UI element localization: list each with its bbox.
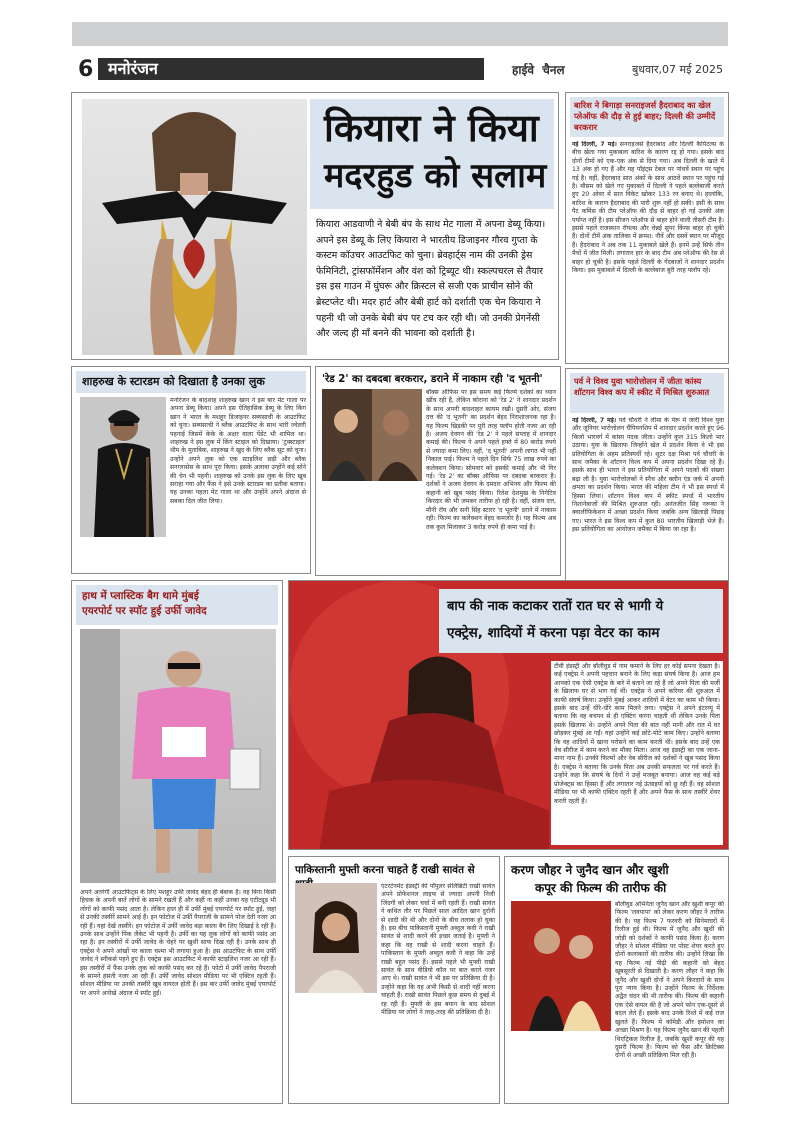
brand [512,61,565,78]
sports-headline-box [570,373,724,413]
karan-article [504,856,729,1104]
top-bar [72,22,728,46]
actress-headline-line1: बाप की नाक कटाकर रातों रात घर से भागी ये [447,599,664,614]
raid-article [315,366,561,576]
srk-article [71,366,311,574]
masthead [72,58,728,80]
karan-body: बॉलीवुड अभिनेता जुनैद खान और खुशी कपूर की फिल्म 'लवयापा' को लेकर करण जौहर ने तारीफ की है। यह फिल्म 7 फरवरी को सिनेमाघरों में रिलीज हुई थी। फिल्म में जुनैद और खुशी की जोड़ी को दर्शकों ने काफी पसंद किया है। करण जौहर ने सोशल मीडिया पर पोस्ट शेयर करते हुए दोनों कलाकारों की तारीफ की। उन्होंने लिखा कि यह फिल्म नई पीढ़ी की कहानी को बेहद खूबसूरती से दिखाती है। करण जौहर ने कहा कि जुनैद और खुशी दोनों ने अपने किरदारों के साथ पूरा न्याय किया है। उन्होंने फिल्म के निर्देशक अद्वैत चंदन की भी तारीफ की। फिल्म की कहानी एक ऐसे कपल की है जो अपने फोन एक-दूसरे से बदल लेते हैं। इसके बाद उनके रिश्ते में कई राज खुलते हैं। फिल्म में कॉमेडी और इमोशन का अच्छा मिश्रण है। यह फिल्म जुनैद खान की पहली थिएट्रिकल रिलीज है, जबकि खुशी कपूर की यह दूसरी फिल्म है। फिल्म को फैंस और क्रिटिक्स दोनों से अच्छी प्रतिक्रिया मिल रही है। [615,901,724,1060]
brand-name: हाईवे [512,63,535,77]
rain-body-text: सनराइजर्स हैदराबाद और दिल्ली कैपिटल्स के बीच खेला गया मुकाबला बारिश के कारण रद्द हो गया। इसके बाद दोनों टीमों को एक-एक अंक से दिया गया। अब दिल्ली के खाते में 13 अंक हो गए हैं और यह पॉइंट्स टेबल पर पांचवें स्थान पर पहुंच गई है। वहीं, हैदराबाद सात अंकों के साथ आठवें स्थान पर पहुंच गई है। मौसम को खेले गए मुकाबले में दिल्ली ने पहले बल्लेबाजी करते हुए 20 ओवर में सात विकेट खोकर 133 रन बनाए थे। हालांकि, बारिश के कारण हैदराबाद की पारी शुरू नहीं हो सकी। इसी के साथ पैट कमिंस की टीम प्लेऑफ की दौड़ से बाहर हो गई उनकी अंक पर्याप्त नहीं है। इस सीजन प्लेऑफ से बाहर होने वाली तीसरी टीम है। इससे पहले राजस्थान रॉयल्स और चेन्नई सुपर किंग्स बाहर हो चुकी हैं। दोनों टीमें अंक तालिका में क्रमश: नौवें और दसवें स्थान पर मौजूद हैं। हैदराबाद ने अब तक 11 मुकाबले खेले हैं। इनमें उन्हें सिर्फ तीन मैचों में जीत मिली। लगातार हार के बाद टीम अब प्लेऑफ की रेस से बाहर हो चुकी है। इसके पहले दिल्ली के गेंदबाजों ने शानदार प्रदर्शन किया। इस मुकाबले में दिल्ली के बल्लेबाज बुरी तरह फ्लॉप रहे। [572,141,724,275]
rakhi-headline: पाकिस्तानी मुफ्ती करना चाहते हैं राखी सावंत से [295,864,475,876]
actress-body: टीवी इंडस्ट्री और बॉलीवुड में नाम कमाने के लिए हर कोई सपना देखता है। कई एक्ट्रेस ने अपनी पहचान बनाने के लिए कड़ा संघर्ष किया है। आज हम आपको एक ऐसी एक्ट्रेस के बारे में बताने जा रहे हैं जो अपने पिता की मर्जी के खिलाफ घर से भाग गई थीं। एक्ट्रेस ने अपने करियर की शुरुआत में काफी संघर्ष किया। उन्होंने मुंबई आकर शादियों में वेटर का काम भी किया। इसके बाद उन्हें धीरे-धीरे काम मिलने लगा। एक्ट्रेस ने अपने इंटरव्यू में बताया कि वह बचपन से ही एक्टिंग करना चाहती थीं लेकिन उनके पिता इसके खिलाफ थे। उन्होंने अपने पिता की बात नहीं मानी और रात में घर छोड़कर मुंबई आ गईं। यहां उन्होंने कई छोटे-मोटे काम किए। उन्होंने बताया कि वह शादियों में खाना परोसने का काम करती थीं। इसके बाद उन्हें एक वेब सीरीज में काम करने का मौका मिला। आज वह इंडस्ट्री का एक जाना-माना नाम हैं। उनकी फिल्मों और वेब सीरीज को दर्शकों ने खूब पसंद किया है। एक्ट्रेस ने बताया कि उनके पिता अब उनकी सफलता पर गर्व करते हैं। उन्होंने कहा कि संघर्ष के दिनों ने उन्हें मजबूत बनाया। आज वह कई बड़े प्रोजेक्ट्स का हिस्सा हैं और लगातार नई ऊंचाइयों को छू रही हैं। वह सोशल मीडिया पर भी काफी एक्टिव रहती हैं और अपने फैंस के साथ तस्वीरें शेयर करती रहती हैं। [551,661,723,845]
page-number: 6 [78,57,94,82]
kiara-photo [82,99,307,355]
issue-date: बुधवार,07 मई 2025 [632,63,723,76]
section-bar [98,58,484,80]
rain-body [572,141,724,359]
kiara-headline-box [310,99,554,209]
karan-headline-line2: कपूर की फिल्म की तारीफ की [535,881,667,895]
rain-article [565,92,729,364]
kiara-headline-line2: मदरहुड को सलाम [324,156,547,196]
urfi-headline-box [76,585,278,625]
srk-headline: शाहरुख के स्टारडम को दिखाता है उनका लुक [82,375,265,388]
sports-body-text: पर्व चौधरी ने लीमा के पेरू में जारी विश्व युवा और जूनियर भारोत्तोलन चैंपियनशिप में शानदार प्रदर्शन करते हुए 96 किलो भारवर्ग में कांस्य पदक जीता। उन्होंने कुल 315 किलो भार उठाया। युवा के खिलाफ जिन्होंने खेल में प्रदर्शन किया वे भी इस प्रतियोगिता के अहम प्रतिस्पर्धी रहे। शूटर दक्ष मिश्रा पर्व चौधरी के साथ जमैका के शॉटगन विश्व कप में अपना प्रदर्शन दिखा रहे हैं। इसके साथ ही भारत ने इस प्रतियोगिता में अपने पदकों की संख्या बढ़ा ली है। युवा भारोत्तोलकों ने स्नैच और क्लीन एंड जर्क में अपनी क्षमता का प्रदर्शन किया। भारत की महिला टीम ने भी इस स्पर्धा में हिस्सा लिया। शॉटगन विश्व कप में स्कीट स्पर्धा में भारतीय निशानेबाजों की मिश्रित शुरुआत रही। अनंतजीत सिंह नरूका ने क्वालीफिकेशन में अच्छा प्रदर्शन किया जबकि अन्य खिलाड़ी पिछड़ गए। भारत ने इस विश्व कप में कुल 80 भारतीय खिलाड़ी भेजे हैं। इस प्रतियोगिता का आयोजन जमैका में किया जा रहा है। [572,417,724,534]
urfi-figure [80,629,276,883]
rain-headline-line1: बारिश ने बिगाड़ा सनराइजर्स हैदराबाद का खेल [574,100,711,110]
actress-headline-line2: एक्ट्रेस, शादियों में करना पड़ा वेटर का काम [447,625,660,641]
sports-headline-line2: शॉटगन विश्व कप में स्कीट में मिश्रित शुरुआत [574,387,710,397]
sports-headline-line1: पर्व ने विश्व युवा भारोत्तोलन में जीता कांस्य [574,376,702,386]
sports-dateline: नई दिल्ली, 7 मई। [572,417,617,424]
srk-headline-box [76,371,306,393]
kiara-article [71,92,559,360]
karan-headline-line1: करण जौहर ने जुनैद खान और खुशी [511,863,669,877]
brand-name-2: चैनल [542,63,565,77]
urfi-headline-line2: एयरपोर्ट पर स्पॉट हुई उर्फी जावेद [82,605,207,617]
rakhi-article [288,856,500,1104]
section-title: मनोरंजन [108,59,158,78]
kiara-headline-line1: कियारा ने किया [324,106,539,150]
rain-headline-line2: प्लेऑफ की दौड़ से हुई बाहर; दिल्ली की उम्मीदें बरकरार [574,111,716,132]
srk-body: मनोरंजन के बादशाह शाहरुख खान ने इस बार मेट गाला पर अपना डेब्यू किया। अपने इस ऐतिहासिक डेब्यू के लिए किंग खान ने भारत के मशहूर डिजाइनर सब्यसाची के आउटफिट को चुना। सब्यसाची ने ब्लैक आउटफिट के साथ भारी ज्वेलरी पहनाई जिसमें केके के अक्षर वाला पेंडेंट भी शामिल था। शाहरुख ने इस लुक में किंग स्टाइल को दिखाया। 'टुक्स्टाइल' थीम के मुताबिक, शाहरुख ने खुद के लिए ब्लैक सूट को चुना। उन्होंने अपने लुक को एक स्टाइलिश छड़ी और ब्लैक सनग्लासेस के साथ पूरा किया। इसके अलावा उन्होंने कई सोने की चेन भी पहनी। शाहरुख को उनके इस लुक के लिए खूब सराहा गया और फैंस ने इसे उनके स्टारडम का प्रतीक बताया। यह उनका पहला मेट गाला था और उन्होंने अपने अंदाज से सबका दिल जीत लिया। [170,397,306,505]
rakhi-body: एंटरटेनमेंट इंडस्ट्री की पॉपुलर सेलिब्रिटी राखी सावंत अपने प्रोफेशनल लाइफ से ज्यादा अपनी निजी जिंदगी को लेकर चर्चा में बनी रहती हैं। राखी सावंत ने कथित तौर पर पिछले साल आदिल खान दुर्रानी से शादी की थी और दोनों के बीच तलाक हो चुका है। इस बीच पाकिस्तानी मुफ्ती अब्दुल कवी ने राखी सावंत से शादी करने की इच्छा जताई है। मुफ्ती ने कहा कि वह राखी से शादी करना चाहते हैं। पाकिस्तान के मुफ्ती अब्दुल कवी ने कहा कि उन्हें राखी बहुत पसंद हैं। इससे पहले भी मुफ्ती राखी सावंत के साथ वीडियो कॉल पर बात करते नजर आए थे। राखी सावंत ने भी इस पर प्रतिक्रिया दी है। उन्होंने कहा कि वह अभी किसी से शादी नहीं करना चाहती हैं। राखी सावंत पिछले कुछ समय से दुबई में रह रही हैं। मुफ्ती के इस बयान के बाद सोशल मीडिया पर लोगों ने तरह-तरह की प्रतिक्रिया दी है। [381,883,495,1017]
actress-article [288,580,729,850]
kiara-figure [82,99,307,355]
rain-dateline: नई दिल्ली, 7 मई। [572,141,617,148]
actress-headline-box [439,589,723,653]
urfi-body: अपने अतरंगी आउटफिट्स के लिए मशहूर उर्फी जावेद बेहद ही बेबाक हैं। वह बिना किसी हिचक के अपनी बातें लोगों के सामने रखती हैं और कहीं ना कहीं उनका यह एटीट्यूड भी लोगों को काफी पसंद आता है। लेकिन हाल ही में उर्फी मुंबई एयरपोर्ट पर स्पॉट हुईं, जहां से उनकी तस्वीरें सामने आई हैं। इन फोटोज में उर्फी पैपराजी के सामने पोज देती नजर आ रही हैं। यहां देखें तस्वीरें। इन फोटोज में उर्फी जावेद बड़ा काला बैग लिए दिखाई दे रही हैं। उनके साथ उन्होंने पिंक जैकेट भी पहनी है। उर्फी का यह लुक लोगों को काफी पसंद आ रहा है। इन तस्वीरों में उर्फी जावेद के चेहरे पर खुशी साफ दिख रही है। उनके साथ ही एक्ट्रेस ने अपने आंखों पर काला चश्मा भी लगाया हुआ है। इस आउटफिट के साथ उर्फी जावेद ने स्नीकर्स पहने हुए हैं। एक्ट्रेस इस आउटफिट में काफी स्टाइलिश नजर आ रही हैं। इस तस्वीरों में फैंस उनके लुक को काफी पसंद कर रहे हैं। फोटो में उर्फी जावेद पैपराजी के सामने हंसती नजर आ रही हैं। उर्फी जावेद सोशल मीडिया पर भी एक्टिव रहती हैं। सोशल मीडिया पर उनकी तस्वीरें खूब वायरल होती हैं। इस बार उर्फी जावेद मुंबई एयरपोर्ट पर अपने अनोखे अंदाज में स्पॉट हुईं। [80,889,276,997]
raid-headline: 'रेड 2' का दबदबा बरकरार, डराने में नाकाम रही 'द भूतनी' [322,374,543,385]
srk-figure [80,397,166,537]
urfi-headline-line1: हाथ में प्लास्टिक बैग थामे मुंबई [82,590,199,602]
rain-headline-box [570,97,724,137]
srk-photo [80,397,166,537]
kiara-lead: कियारा आडवाणी ने बेबी बंप के साथ मेट गाला में अपना डेब्यू किया। अपने इस डेब्यू के लिए कियारा ने भारतीय डिजाइनर गौरव गुप्ता के कस्टम कॉउचर आउटफिट को चुना। ब्रेवहार्ट्स नाम की उनकी ड्रेस फेमिनिटी, ट्रांसफॉर्मेशन और वंश को ट्रिब्यूट थी। स्कल्पचरल से तैयार इस इस गाउन में घुंघरू और क्रिस्टल से सजी एक प्राचीन सोने की ब्रेस्टप्लेट थी। मदर हार्ट और बेबी हार्ट को दर्शाती एक चेन कियारा ने पहनी थी जो उनके बेबी बंप पर टच कर रही थी। जो उनकी प्रेगनेंसी और जल्द ही माँ बनने की भावना को दर्शाती है। [316,219,546,340]
urfi-article [71,580,283,1104]
urfi-photo [80,629,276,883]
raid-body: बॉक्स ऑफिस पर इस समय कई फिल्में दर्शकों का ध्यान खींच रही हैं, लेकिन कोराना को 'रेड 2' ने शानदार प्रदर्शन के साथ अपनी बादशाहत कायम रखी। दूसरी ओर, संजय दत्त की 'द भूतनी' का प्रदर्शन बेहद निराशाजनक रहा है। यह फिल्म खिड़की पर पूरी तरह फ्लॉप होती नजर आ रही है। अजय देवगन की 'रेड 2' ने पहले सप्ताह में शानदार कमाई की। फिल्म ने अपने पहले हफ्ते में 80 करोड़ रुपये से ज्यादा कमा लिए। वहीं, 'द भूतनी' अपनी लागत भी नहीं निकाल पाई। फिल्म ने पहले दिन सिर्फ 75 लाख रुपये का कलेक्शन किया। सोमवार को इसकी कमाई और भी गिर गई। 'रेड 2' का बॉक्स ऑफिस पर दबदबा बरकरार है। दर्शकों ने अजय देवगन के दमदार अभिनय और फिल्म की कहानी को खूब पसंद किया। रितेश देशमुख के निगेटिव किरदार की भी जमकर तारीफ हो रही है। वहीं, संजय दत्त, मौनी रॉय और सनी सिंह स्टारर 'द भूतनी' डराने में नाकाम रही। फिल्म का कलेक्शन बेहद कमजोर है। यह फिल्म अब तक कुल मिलाकर 3 करोड़ रुपये ही कमा पाई है। [426,389,556,531]
